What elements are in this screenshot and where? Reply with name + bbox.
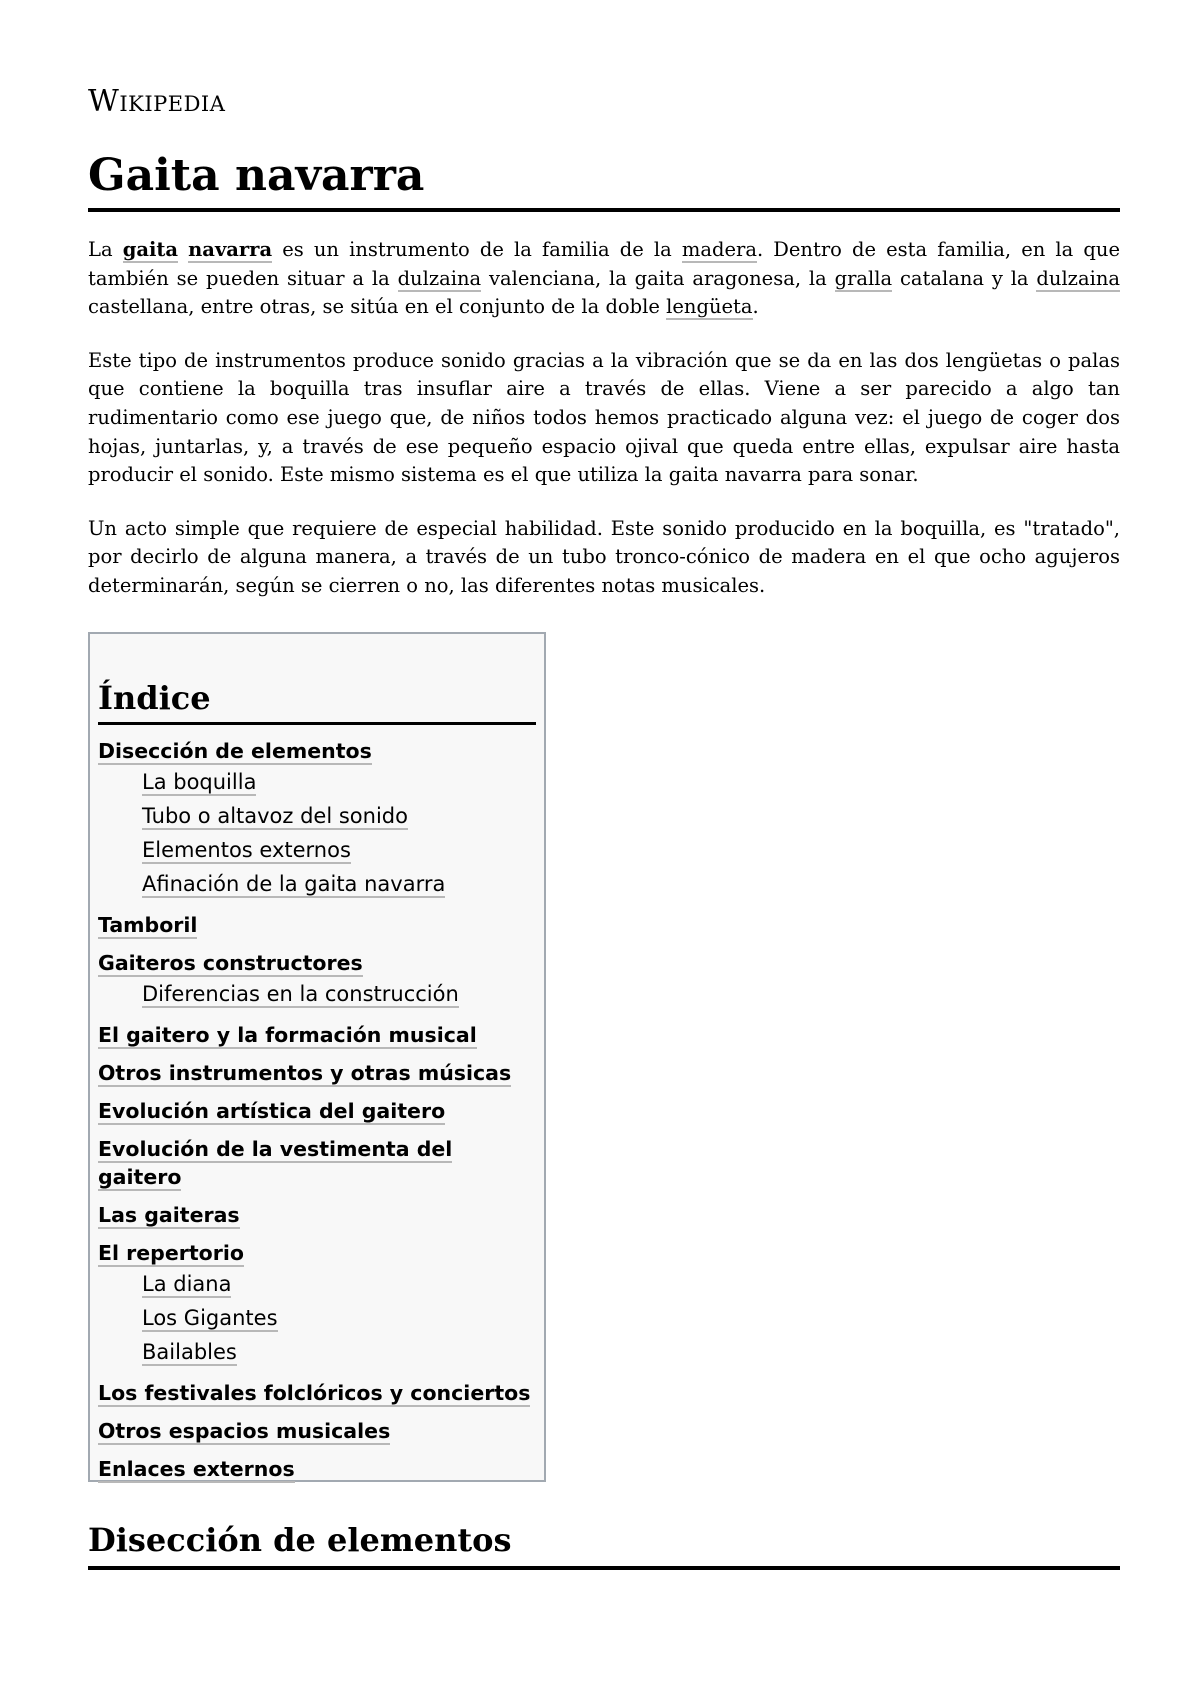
toc-link[interactable]: Gaiteros constructores (98, 951, 363, 975)
toc-item (98, 1021, 536, 1049)
toc-link[interactable]: Otros instrumentos y otras músicas (98, 1061, 512, 1085)
toc-title: Índice (98, 676, 536, 725)
text-run: valenciana, la gaita aragonesa, la (481, 266, 835, 290)
toc-item (98, 1201, 536, 1229)
toc-link[interactable]: Bailables (142, 1340, 237, 1364)
toc-item (98, 911, 536, 939)
article-intro (88, 236, 1120, 626)
toc-subitem (98, 1267, 536, 1301)
toc-link[interactable]: Enlaces externos (98, 1457, 295, 1481)
text-run: catalana y la (892, 266, 1037, 290)
page-title: Gaita navarra (88, 146, 1120, 212)
toc-link[interactable]: Otros espacios musicales (98, 1419, 391, 1443)
text-run: castellana, entre otras, se sitúa en el conjunto de la doble (88, 295, 667, 319)
toc-link[interactable]: Los festivales folclóricos y conciertos (98, 1381, 531, 1405)
intro-paragraph-1 (88, 236, 1120, 322)
toc-subitem (98, 765, 536, 799)
toc-item (98, 1135, 536, 1191)
toc-link[interactable]: Los Gigantes (142, 1306, 278, 1330)
toc-subitem (98, 1335, 536, 1369)
toc-item (98, 1455, 536, 1483)
toc-link[interactable]: Disección de elementos (98, 739, 372, 763)
toc-subitem (98, 867, 536, 901)
table-of-contents (88, 632, 546, 1482)
toc-link[interactable]: Evolución artística del gaitero (98, 1099, 446, 1123)
toc-link[interactable]: El gaitero y la formación musical (98, 1023, 477, 1047)
toc-link[interactable]: La diana (142, 1272, 232, 1296)
toc-item (98, 1097, 536, 1125)
wikipedia-wordmark: Wikipedia (88, 84, 226, 119)
link-dulzaina[interactable]: dulzaina (397, 266, 482, 290)
text-run: . Dentro de esta familia, en la que también se pueden situar a la (88, 238, 1120, 290)
text-run: . (752, 295, 759, 319)
toc-item (98, 1059, 536, 1087)
toc-item (98, 737, 536, 901)
text-run: La (88, 238, 123, 261)
toc-link[interactable]: La boquilla (142, 770, 257, 794)
link-gralla[interactable]: gralla (834, 266, 893, 290)
toc-item (98, 1239, 536, 1369)
toc-list (98, 737, 536, 1483)
toc-link[interactable]: Diferencias en la construcción (142, 982, 459, 1006)
intro-paragraph-3: Un acto simple que requiere de especial habilidad. Este sonido producido en la boquilla, es "tratado", por decirlo de alguna manera, a través de un tubo tronco-cónico de madera en el que ocho agujeros determinarán, según se cierren o no, las diferentes notas musicales. (88, 516, 1120, 597)
toc-item (98, 949, 536, 1011)
text-run (178, 238, 188, 261)
intro-paragraph-2: Este tipo de instrumentos produce sonido gracias a la vibración que se da en las dos lengüetas o palas que contiene la boquilla tras insuflar aire a través de ellas. Viene a ser parecido a algo tan rudimentario como ese juego que, de niños todos hemos practicado alguna vez: el juego de coger dos hojas, juntarlas, y, a través de ese pequeño espacio ojival que queda entre ellas, expulsar aire hasta producir el sonido. Este mismo sistema es el que utiliza la gaita navarra para sonar. (88, 348, 1120, 487)
term-navarra[interactable]: navarra (188, 238, 273, 261)
toc-item (98, 1417, 536, 1445)
toc-link[interactable]: Afinación de la gaita navarra (142, 872, 446, 896)
term-gaita[interactable]: gaita (122, 238, 179, 261)
text-run: es un instrumento de la familia de la (272, 238, 682, 261)
toc-subitem (98, 799, 536, 833)
link-lengueta[interactable]: lengüeta (666, 295, 753, 319)
toc-subitem (98, 977, 536, 1011)
toc-link[interactable]: Tubo o altavoz del sonido (142, 804, 408, 828)
link-madera[interactable]: madera (681, 238, 757, 261)
toc-subitem (98, 1301, 536, 1335)
toc-link[interactable]: El repertorio (98, 1241, 244, 1265)
toc-link[interactable]: Las gaiteras (98, 1203, 240, 1227)
link-dulzaina-castellana[interactable]: dulzaina (1036, 266, 1121, 290)
section-heading: Disección de elementos (88, 1518, 1120, 1570)
toc-subitem (98, 833, 536, 867)
toc-item (98, 1379, 536, 1407)
toc-link[interactable]: Evolución de la vestimenta del gaitero (98, 1137, 453, 1189)
toc-link[interactable]: Tamboril (98, 913, 198, 937)
toc-link[interactable]: Elementos externos (142, 838, 351, 862)
